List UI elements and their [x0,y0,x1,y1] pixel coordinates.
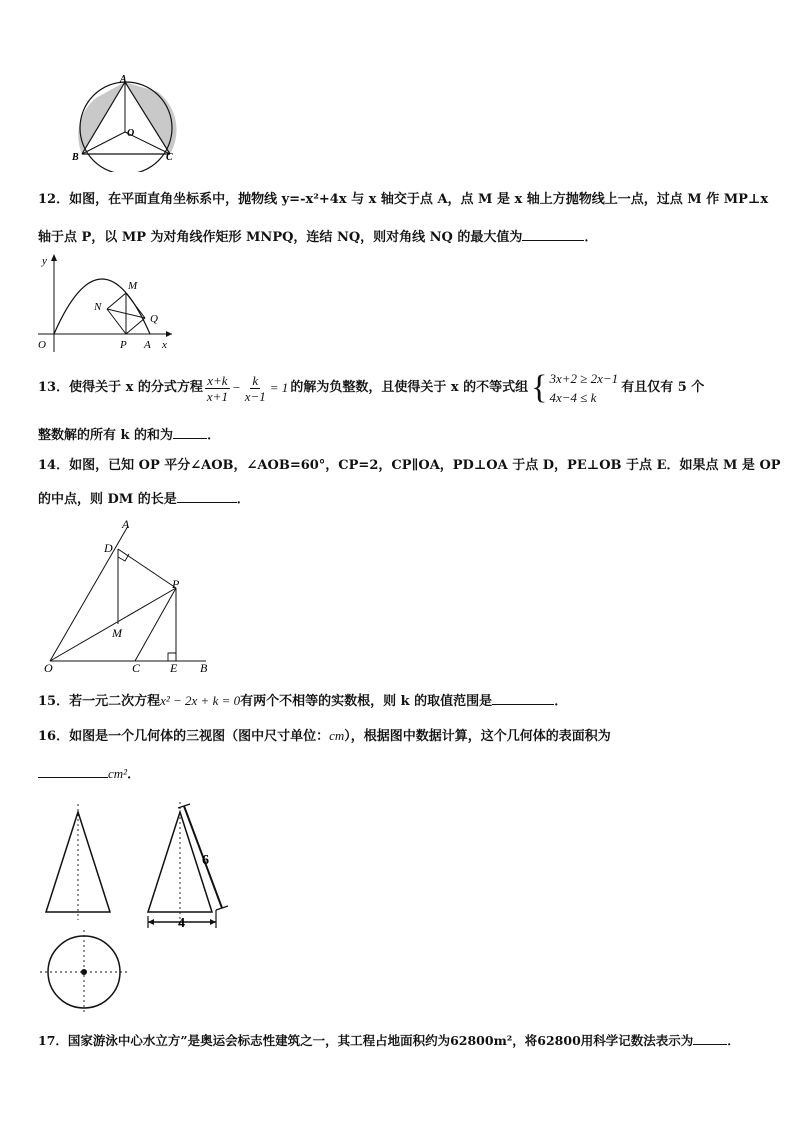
three-views-figure [34,800,254,1016]
fraction-1 [205,373,230,404]
q16-text-2: ），根据图中数据计算，这个几何体的表面积为 [344,729,611,744]
answer-blank-12[interactable] [522,226,584,241]
label-M: M [112,626,122,640]
q13-line1 [38,366,704,410]
q16-end: ． [127,767,141,782]
q15-text-1: 15．若一元二次方程 [38,694,161,709]
q13-text-3: 有且仅有 5 个 [621,380,705,395]
angle-bisector-figure [38,516,216,676]
q16-text-1: 16．如图是一个几何体的三视图（图中尺寸单位： [38,729,330,744]
slant-length-label: 6 [202,853,209,868]
quadratic-equation: x² − 2x + k = 0 [160,693,241,708]
answer-blank-15[interactable] [492,690,554,705]
equals-one: = 1 [269,380,289,395]
label-C: C [166,152,173,163]
circle-triangle-figure [68,72,188,172]
q13-text-4: 整数解的所有 k 的和为 [38,428,174,443]
label-D: D [104,541,113,555]
unit-cm2: cm² [108,766,128,781]
label-O: O [127,128,135,139]
q13-text-2: 的解为负整数，且使得关于 x 的不等式组 [290,380,529,395]
answer-blank-13[interactable] [173,424,207,439]
q16-line2 [38,763,140,785]
answer-blank-16[interactable] [38,763,108,778]
inequality-2: 4x−4 ≤ k [549,390,597,405]
fraction-2-numerator: k [252,372,259,388]
label-N: N [94,301,102,313]
q12-line1: 12．如图，在平面直角坐标系中，抛物线 y=-x²+4x 与 x 轴交于点 A，点 M 是 x 轴上方抛物线上一点，过点 M 作 MP⊥x [38,192,769,207]
label-Q: Q [150,313,158,325]
q16-line1 [38,726,611,747]
q14-line1: 14．如图，已知 OP 平分∠AOB，∠AOB=60°，CP=2，CP∥OA，PD⊥OA 于点 D，PE⊥OB 于点 E．如果点 M 是 OP [38,458,781,473]
q13-line2 [38,424,220,446]
q12-end: ． [584,230,598,245]
q15-line [38,690,567,712]
label-B: B [200,661,208,675]
fraction-2-denominator: x−1 [244,388,266,404]
inequality-1: 3x+2 ≥ 2x−1 [549,371,619,386]
q13-end: ． [207,428,221,443]
q12-text: 轴于点 P，以 MP 为对角线作矩形 MNPQ，连结 NQ，则对角线 NQ 的最大值为 [38,230,523,245]
q13-text-1: 13．使得关于 x 的分式方程 [38,380,203,395]
label-P: P [172,577,180,591]
base-length-label: 4 [178,916,185,931]
label-E: E [170,661,178,675]
label-A: A [144,339,151,351]
inequality-system [531,369,618,407]
label-O: O [44,661,53,675]
answer-blank-17[interactable] [693,1030,727,1045]
q14-line2 [38,488,250,510]
label-C: C [132,661,141,675]
label-x: x [162,339,167,351]
label-A: A [122,517,130,531]
brace-icon: { [531,369,548,406]
minus-sign: − [231,380,241,395]
q17-text: 17．国家游泳中心水立方”是奥运会标志性建筑之一，其工程占地面积约为62800m²，将62800用科学记数法表示为 [38,1033,694,1048]
fraction-1-numerator: x+k [207,372,228,388]
q15-end: ． [554,694,568,709]
label-O: O [38,339,46,351]
q17-line [38,1030,740,1051]
label-B: B [72,152,79,163]
q14-text: 的中点，则 DM 的长是 [38,492,177,507]
answer-blank-14[interactable] [177,488,237,503]
label-M: M [128,280,138,292]
q17-end: ． [727,1033,740,1048]
parabola-figure [34,252,176,354]
fraction-2 [243,373,268,404]
label-y: y [42,255,47,267]
unit-cm: cm [329,728,345,743]
q14-end: ． [236,492,250,507]
q15-text-2: 有两个不相等的实数根，则 k 的取值范围是 [240,694,493,709]
q12-line2 [38,226,597,248]
fraction-1-denominator: x+1 [206,388,228,404]
label-A: A [120,74,127,85]
label-P: P [120,339,127,351]
